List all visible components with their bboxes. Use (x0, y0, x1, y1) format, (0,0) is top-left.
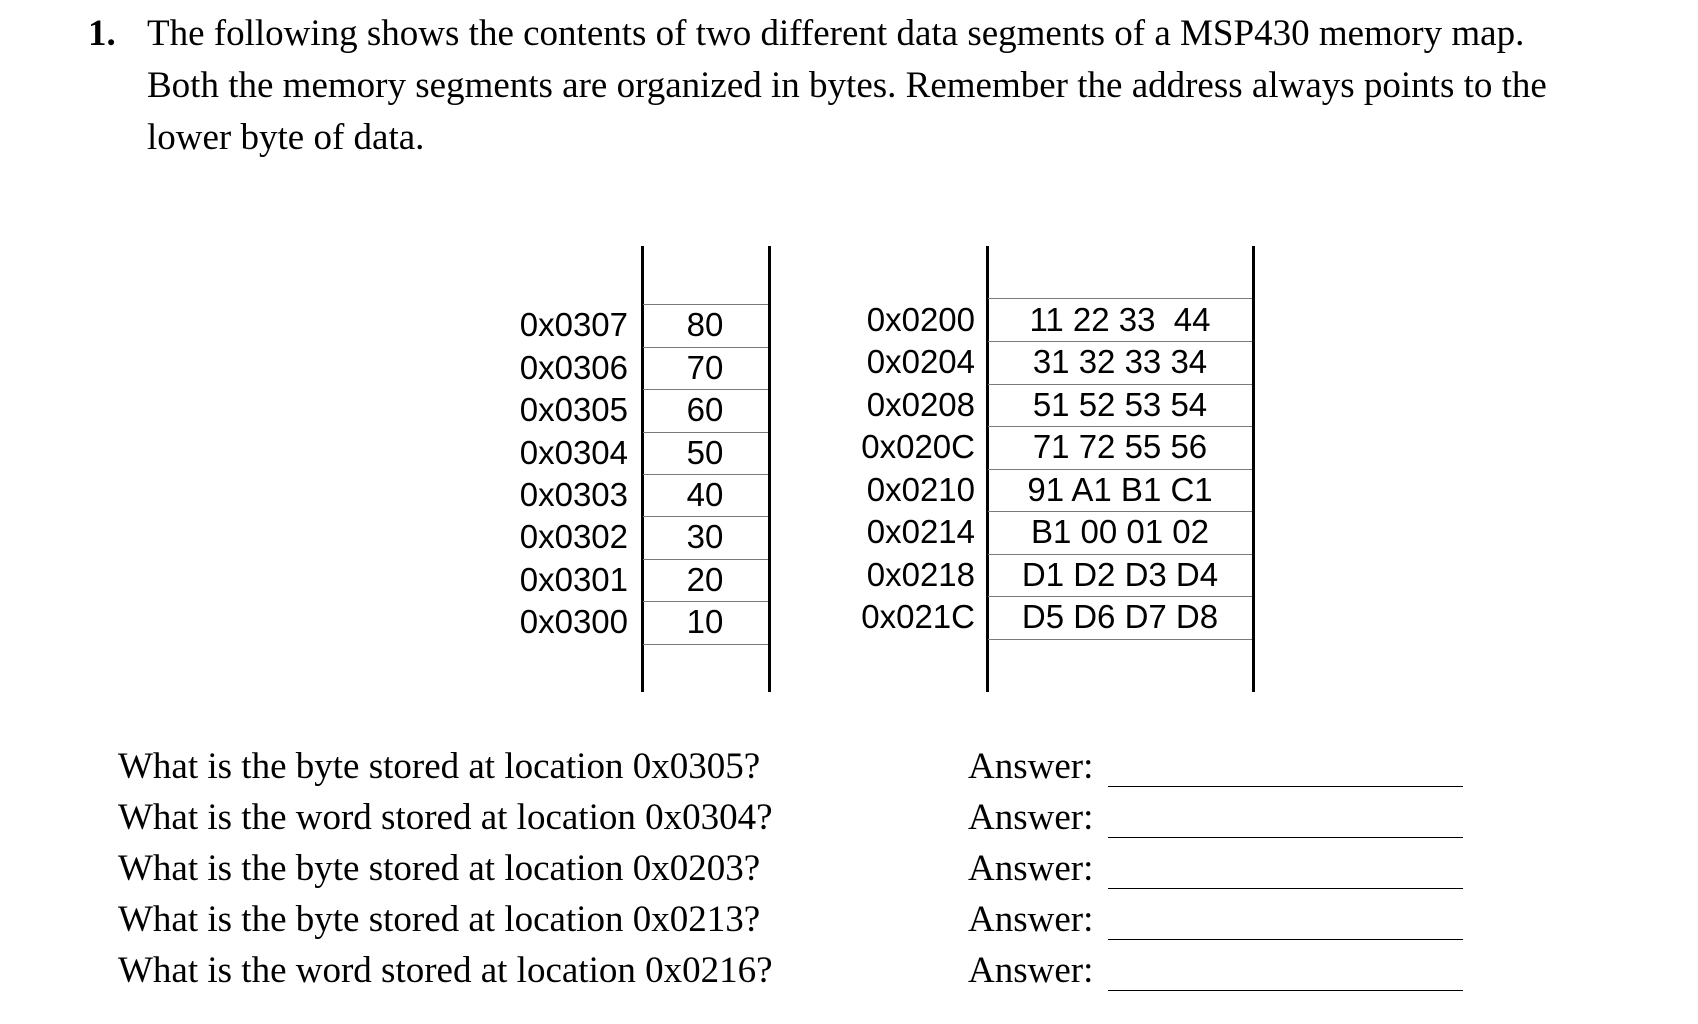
memory-value: 31 32 33 34 (1032, 343, 1208, 380)
memory-address: 0x0305 (519, 391, 628, 428)
memory-value: 20 (686, 561, 724, 598)
memory-address: 0x0200 (866, 301, 975, 338)
memory-value: 40 (686, 476, 724, 513)
memory-address: 0x0301 (519, 561, 628, 598)
memory-address: 0x0218 (866, 556, 975, 593)
memory-address: 0x0306 (519, 349, 628, 386)
memory-address: 0x021C (861, 598, 975, 635)
question-number: 1. (88, 13, 116, 54)
memory-address: 0x0210 (866, 471, 975, 508)
answer-label: Answer: (968, 899, 1094, 940)
memory-address: 0x0214 (866, 513, 975, 550)
question-text (147, 8, 1687, 164)
memory-value: D5 D6 D7 D8 (1021, 598, 1219, 635)
memory-value: 10 (686, 603, 724, 640)
memory-address: 0x0303 (519, 476, 628, 513)
memory-value: B1 00 01 02 (1031, 513, 1209, 550)
sub-question: What is the byte stored at location 0x0203? (118, 848, 761, 889)
memory-address: 0x0204 (866, 343, 975, 380)
memory-value: D1 D2 D3 D4 (1021, 556, 1219, 593)
segment-right-divider (988, 639, 1252, 640)
answer-label: Answer: (968, 746, 1094, 787)
answer-blank[interactable] (1108, 786, 1463, 787)
memory-address: 0x020C (861, 428, 975, 465)
sub-question: What is the byte stored at location 0x0213? (118, 899, 761, 940)
segment-left-border-right (768, 246, 771, 692)
sub-question: What is the word stored at location 0x0304? (118, 797, 773, 838)
question-line: lower byte of data. (147, 117, 425, 158)
answer-label: Answer: (968, 797, 1094, 838)
answer-blank[interactable] (1108, 990, 1463, 991)
sub-question: What is the word stored at location 0x0216? (118, 950, 773, 991)
segment-left-border-left (641, 246, 644, 692)
memory-value: 60 (686, 391, 724, 428)
memory-value: 91 A1 B1 C1 (1027, 471, 1213, 508)
memory-address: 0x0208 (866, 386, 975, 423)
answer-blank[interactable] (1108, 888, 1463, 889)
memory-value: 11 22 33 44 (1029, 301, 1211, 338)
memory-value: 71 72 55 56 (1032, 428, 1208, 465)
segment-right-border-right (1252, 246, 1255, 692)
memory-value: 70 (686, 349, 724, 386)
answer-label: Answer: (968, 848, 1094, 889)
memory-value: 51 52 53 54 (1032, 386, 1208, 423)
memory-value: 50 (686, 434, 724, 471)
answer-label: Answer: (968, 950, 1094, 991)
memory-address: 0x0302 (519, 518, 628, 555)
memory-value: 30 (686, 518, 724, 555)
sub-question: What is the byte stored at location 0x0305? (118, 746, 761, 787)
question-line: Both the memory segments are organized in bytes. Remember the address always points to the (147, 65, 1547, 106)
memory-address: 0x0300 (519, 603, 628, 640)
segment-right-divider (988, 298, 1252, 299)
answer-blank[interactable] (1108, 939, 1463, 940)
memory-address: 0x0307 (519, 306, 628, 343)
memory-address: 0x0304 (519, 434, 628, 471)
question-line: The following shows the contents of two different data segments of a MSP430 memory map. (147, 13, 1525, 54)
memory-value: 80 (686, 306, 724, 343)
answer-blank[interactable] (1108, 837, 1463, 838)
segment-left-divider (643, 644, 768, 645)
